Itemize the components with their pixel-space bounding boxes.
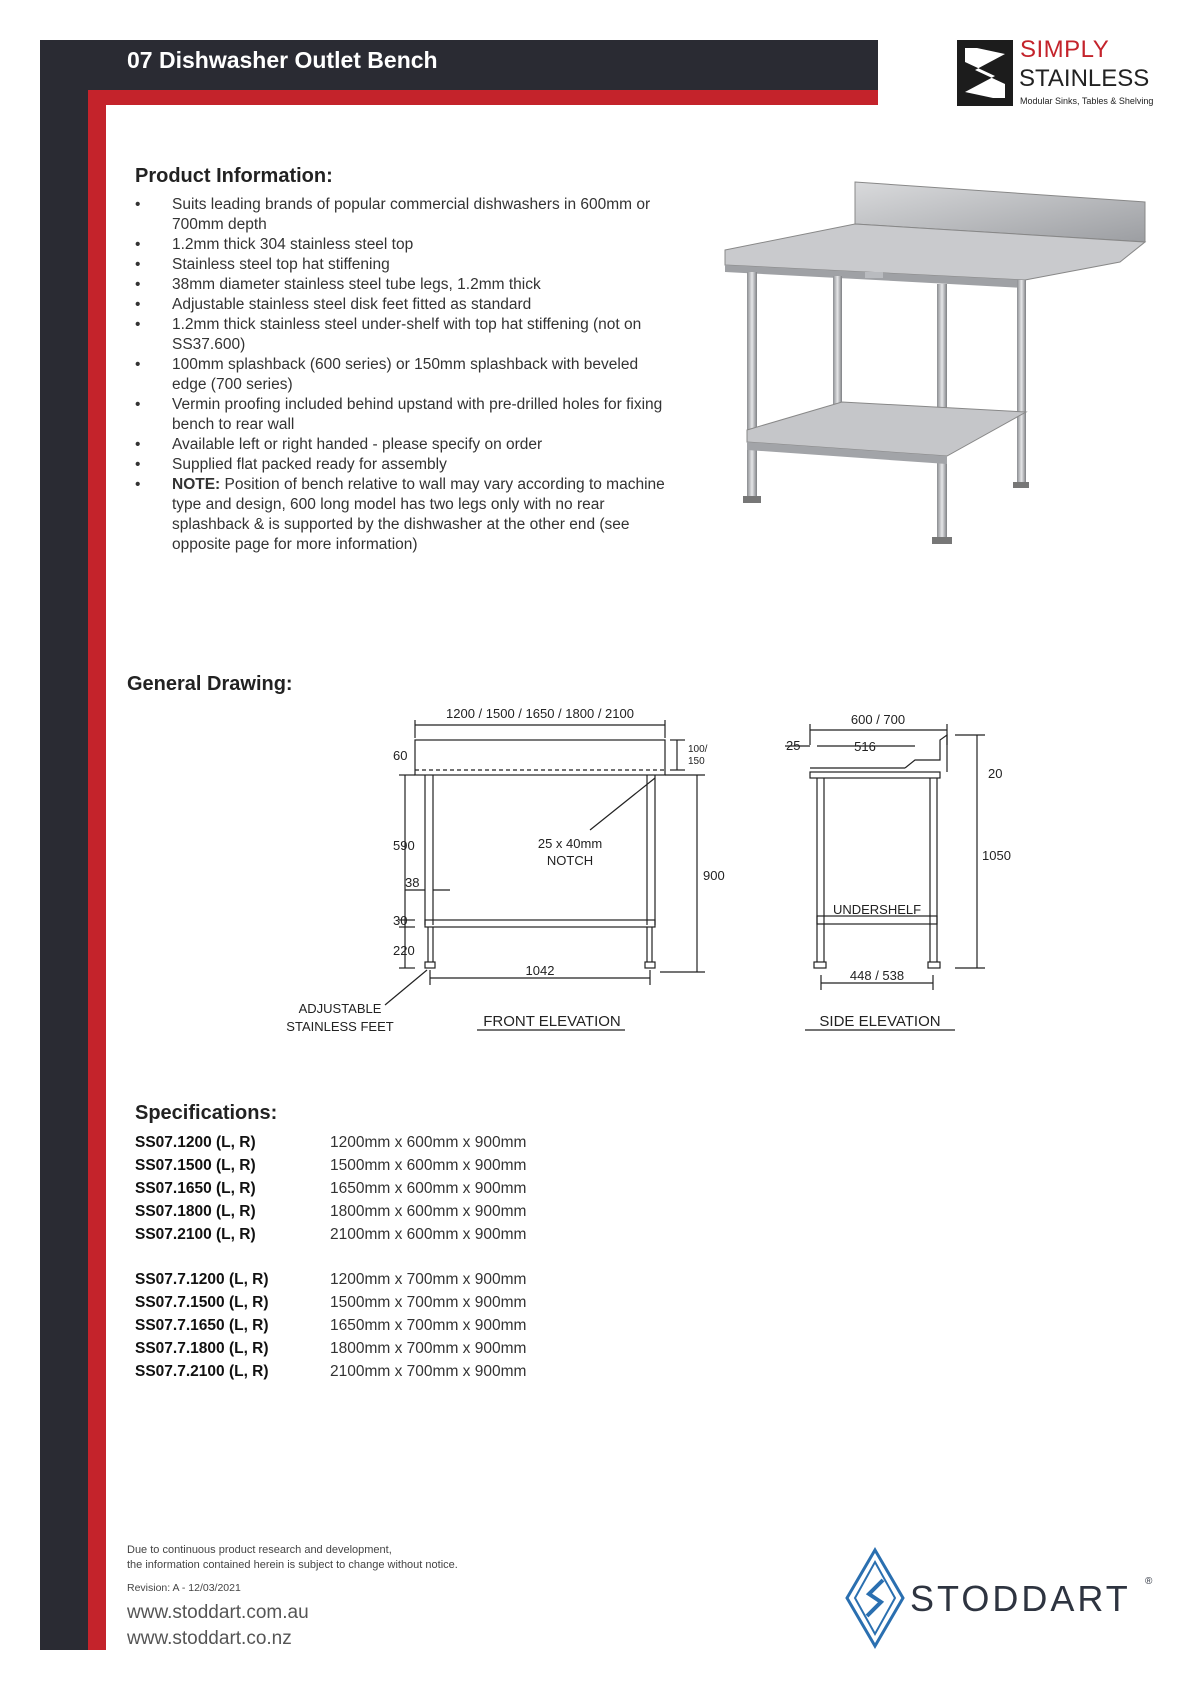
front-height-label: 900 bbox=[703, 868, 725, 883]
table-row bbox=[135, 1291, 526, 1314]
list-item bbox=[135, 455, 675, 475]
footer-notice bbox=[127, 1543, 487, 1573]
bullet: • bbox=[135, 316, 141, 333]
page-title: 07 Dishwasher Outlet Bench bbox=[127, 47, 438, 73]
left-red-band bbox=[88, 90, 106, 1650]
list-item bbox=[135, 275, 675, 295]
bullet: • bbox=[135, 296, 141, 313]
product-info-heading: Product Information: bbox=[135, 165, 333, 187]
list-item bbox=[135, 235, 675, 255]
table-row bbox=[135, 1154, 526, 1177]
spec-code: SS07.1500 (L, R) bbox=[135, 1157, 256, 1174]
front-top-label: 60 bbox=[393, 748, 408, 763]
spec-dims: 1650mm x 700mm x 900mm bbox=[330, 1317, 527, 1334]
spec-code: SS07.7.2100 (L, R) bbox=[135, 1363, 269, 1380]
feet-label-2: STAINLESS FEET bbox=[286, 1019, 394, 1034]
notch-label-1: 25 x 40mm bbox=[537, 836, 603, 851]
front-span-label: 1042 bbox=[525, 963, 555, 978]
bullet: • bbox=[135, 436, 141, 453]
bullet: • bbox=[135, 236, 141, 253]
spec-code: SS07.7.1200 (L, R) bbox=[135, 1271, 269, 1288]
side-lip-label: 25 bbox=[786, 738, 801, 753]
feature-list bbox=[135, 195, 675, 555]
front-shelf-label: 30 bbox=[393, 913, 408, 928]
footer-notice-line-1: Due to continuous product research and development, bbox=[127, 1544, 392, 1556]
list-item bbox=[135, 295, 675, 315]
left-margin-band bbox=[40, 40, 88, 1650]
front-lower-label: 220 bbox=[393, 943, 415, 958]
undershelf-label: UNDERSHELF bbox=[832, 902, 922, 917]
specifications-heading: Specifications: bbox=[135, 1102, 278, 1124]
table-row bbox=[135, 1200, 526, 1223]
front-splash2-label: 150 bbox=[688, 756, 705, 767]
side-elevation-caption: SIDE ELEVATION bbox=[819, 1013, 941, 1030]
footer-revision: Revision: A - 12/03/2021 bbox=[127, 1582, 241, 1594]
footer-url-nz[interactable]: www.stoddart.co.nz bbox=[127, 1628, 292, 1649]
list-item bbox=[135, 355, 675, 395]
simply-stainless-mark-icon bbox=[957, 40, 1013, 106]
simply-stainless-logo bbox=[957, 38, 1162, 108]
front-length-label: 1200 / 1500 / 1650 / 1800 / 2100 bbox=[446, 706, 634, 721]
spec-dims: 1200mm x 600mm x 900mm bbox=[330, 1134, 527, 1151]
feature-text: Stainless steel top hat stiffening bbox=[172, 256, 390, 273]
spec-code: SS07.1650 (L, R) bbox=[135, 1180, 256, 1197]
spec-code: SS07.1800 (L, R) bbox=[135, 1203, 256, 1220]
logo-stainless: STAINLESS bbox=[1019, 65, 1150, 92]
spec-dims: 1800mm x 600mm x 900mm bbox=[330, 1203, 527, 1220]
spec-code: SS07.1200 (L, R) bbox=[135, 1134, 256, 1151]
logo-simply: SIMPLY bbox=[1020, 36, 1110, 63]
feature-text: Supplied flat packed ready for assembly bbox=[172, 456, 447, 473]
table-row bbox=[135, 1314, 526, 1337]
stoddart-wordmark: STODDART bbox=[910, 1578, 1131, 1619]
feet-label-1: ADJUSTABLE bbox=[298, 1001, 382, 1016]
side-height-label: 1050 bbox=[982, 848, 1011, 863]
feature-text: 38mm diameter stainless steel tube legs, 1.2mm thick bbox=[172, 276, 541, 293]
bullet: • bbox=[135, 396, 141, 413]
spec-dims: 1500mm x 600mm x 900mm bbox=[330, 1157, 527, 1174]
list-item bbox=[135, 435, 675, 455]
registered-mark: ® bbox=[1145, 1576, 1153, 1587]
table-row bbox=[135, 1268, 526, 1291]
side-span-label: 448 / 538 bbox=[849, 968, 905, 983]
spec-dims: 1650mm x 600mm x 900mm bbox=[330, 1180, 527, 1197]
front-leg-label: 38 bbox=[405, 875, 420, 890]
bullet: • bbox=[135, 256, 141, 273]
note-text: Position of bench relative to wall may vary according to machine type and design, 600 long model has two legs only with no rear splashback & is supported by the dishwasher at the other end (see opposite page for more information) bbox=[172, 476, 665, 553]
spec-dims: 1500mm x 700mm x 900mm bbox=[330, 1294, 527, 1311]
front-elevation-caption: FRONT ELEVATION bbox=[483, 1013, 621, 1030]
bullet: • bbox=[135, 356, 141, 373]
front-upper-label: 590 bbox=[393, 838, 415, 853]
bullet: • bbox=[135, 196, 141, 213]
spec-dims: 1800mm x 700mm x 900mm bbox=[330, 1340, 527, 1357]
spec-code: SS07.7.1500 (L, R) bbox=[135, 1294, 269, 1311]
spec-dims: 1200mm x 700mm x 900mm bbox=[330, 1271, 527, 1288]
side-rise-label: 20 bbox=[988, 766, 1003, 781]
feature-text: Suits leading brands of popular commercial dishwashers in 600mm or 700mm depth bbox=[172, 196, 651, 233]
front-splash-label: 100/ bbox=[688, 744, 708, 755]
spec-code: SS07.7.1800 (L, R) bbox=[135, 1340, 269, 1357]
side-inner-label: 516 bbox=[854, 739, 876, 754]
spec-code: SS07.2100 (L, R) bbox=[135, 1226, 256, 1243]
feature-text: 100mm splashback (600 series) or 150mm splashback with beveled edge (700 series) bbox=[172, 356, 639, 393]
logo-tagline: Modular Sinks, Tables & Shelving bbox=[1020, 96, 1154, 106]
list-item bbox=[135, 255, 675, 275]
feature-text: Available left or right handed - please specify on order bbox=[172, 436, 543, 453]
notch-label-2: NOTCH bbox=[546, 853, 594, 868]
list-item bbox=[135, 195, 675, 235]
header-red-band bbox=[88, 90, 878, 105]
feature-text: 1.2mm thick 304 stainless steel top bbox=[172, 236, 414, 253]
list-item bbox=[135, 395, 675, 435]
table-row bbox=[135, 1360, 526, 1383]
table-row bbox=[135, 1223, 526, 1246]
bullet: • bbox=[135, 456, 141, 473]
bullet: • bbox=[135, 276, 141, 293]
footer-url-au[interactable]: www.stoddart.com.au bbox=[127, 1602, 309, 1623]
feature-text: 1.2mm thick stainless steel under-shelf with top hat stiffening (not on SS37.600) bbox=[172, 316, 642, 353]
list-item bbox=[135, 315, 675, 355]
spec-gap bbox=[135, 1246, 526, 1268]
side-depth-label: 600 / 700 bbox=[850, 712, 906, 727]
feature-text: Vermin proofing included behind upstand with pre-drilled holes for fixing bench to rear wall bbox=[172, 396, 663, 433]
general-drawing-heading: General Drawing: bbox=[127, 673, 293, 695]
spec-dims: 2100mm x 700mm x 900mm bbox=[330, 1363, 527, 1380]
note-label: NOTE: bbox=[172, 476, 221, 493]
feature-text: Adjustable stainless steel disk feet fitted as standard bbox=[172, 296, 532, 313]
table-row bbox=[135, 1337, 526, 1360]
stoddart-diamond-icon bbox=[845, 1548, 905, 1648]
specifications-table bbox=[135, 1131, 526, 1383]
bullet: • bbox=[135, 476, 141, 493]
product-photo bbox=[725, 180, 1145, 565]
list-item bbox=[135, 475, 675, 555]
technical-drawing bbox=[265, 700, 1011, 1050]
table-row bbox=[135, 1177, 526, 1200]
spec-code: SS07.7.1650 (L, R) bbox=[135, 1317, 269, 1334]
stoddart-logo bbox=[845, 1548, 1165, 1648]
spec-dims: 2100mm x 600mm x 900mm bbox=[330, 1226, 527, 1243]
table-row bbox=[135, 1131, 526, 1154]
footer-notice-line-2: the information contained herein is subject to change without notice. bbox=[127, 1559, 458, 1571]
